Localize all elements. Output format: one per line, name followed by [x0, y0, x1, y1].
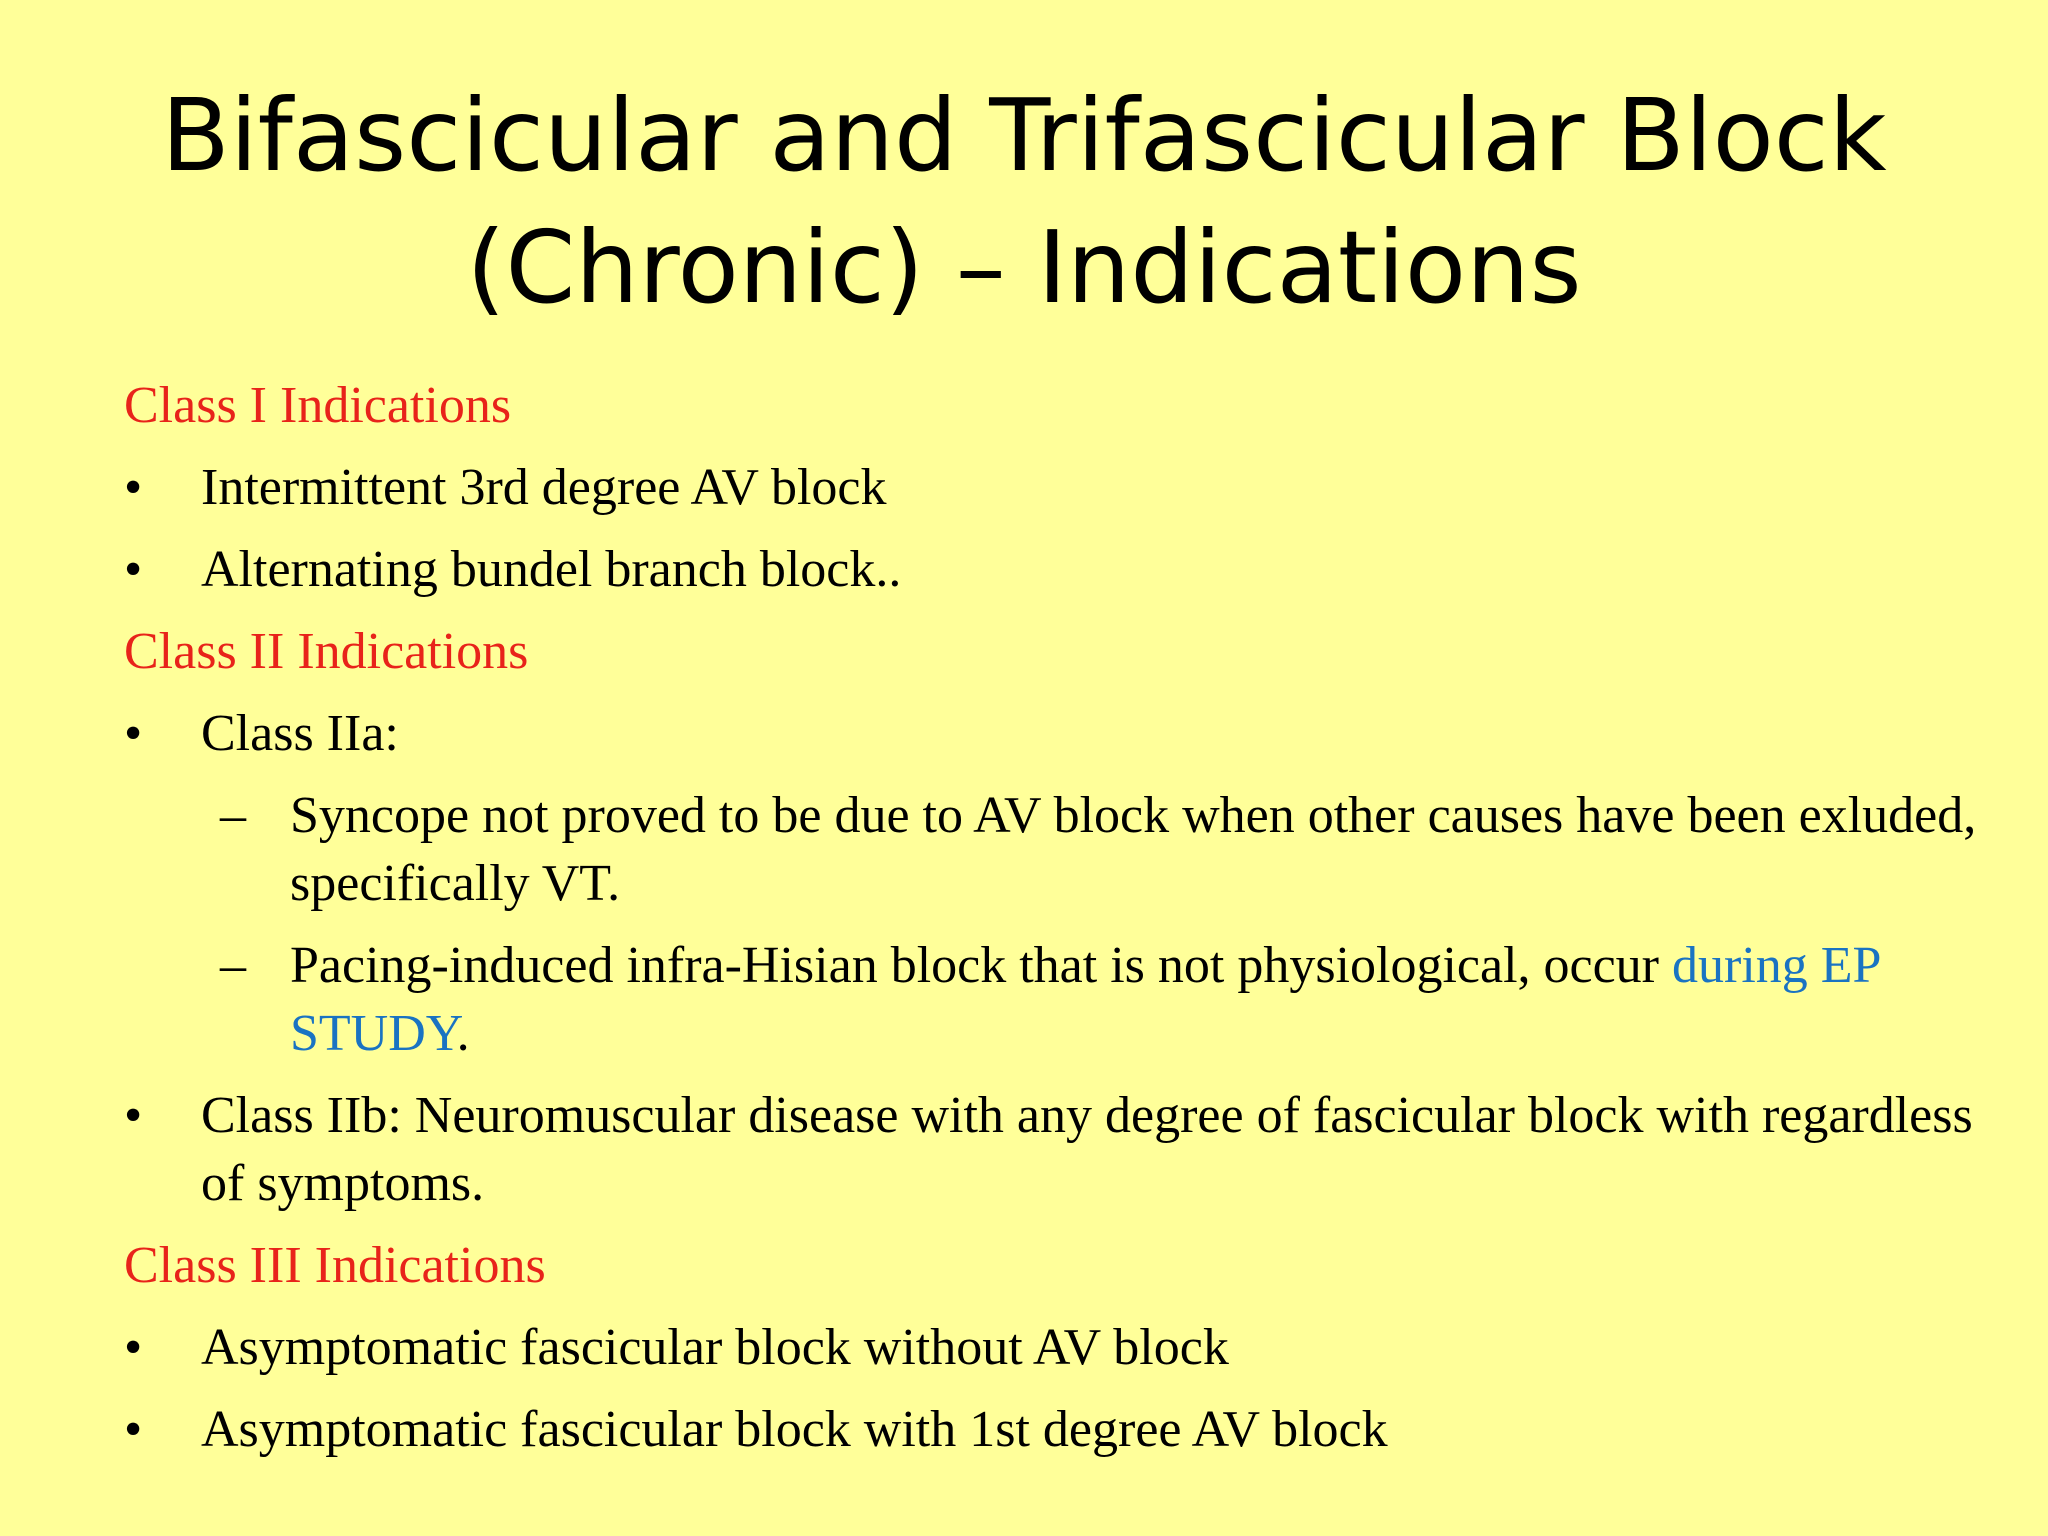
sub-list-item	[124, 932, 1984, 1068]
list-item	[124, 1314, 1984, 1382]
class-3-heading: Class III Indications	[124, 1237, 546, 1294]
sub-list-item	[124, 782, 1984, 918]
slide-title	[0, 70, 2048, 334]
list-item	[124, 700, 1984, 768]
bullet-marker: •	[124, 459, 143, 516]
list-item	[124, 1082, 1984, 1218]
bullet-marker: •	[124, 1319, 143, 1376]
bullet-marker: •	[124, 705, 143, 762]
ep-study-highlight: during EP STUDY	[290, 937, 1880, 1062]
dash-marker: –	[220, 787, 246, 844]
list-item-text: Alternating bundel branch block..	[201, 541, 902, 598]
class-iib-text: Class IIb: Neuromuscular disease with any degree of fascicular block with regardless of symptoms.	[201, 1087, 1973, 1212]
list-item-text: Intermittent 3rd degree AV block	[201, 459, 887, 516]
sub-list-item-text: Syncope not proved to be due to AV block when other causes have been exluded, specifically VT.	[290, 787, 1977, 912]
class-iia-label: Class IIa:	[201, 705, 399, 762]
sub-list-item-end: .	[456, 1005, 470, 1062]
class-1-heading: Class I Indications	[124, 377, 512, 434]
title-line-1: Bifascicular and Trifascicular Block	[161, 77, 1887, 194]
list-item-text: Asymptomatic fascicular block with 1st degree AV block	[201, 1401, 1388, 1458]
bullet-marker: •	[124, 541, 143, 598]
title-line-2: (Chronic) – Indications	[466, 209, 1582, 326]
slide-body	[124, 372, 1984, 1478]
class-2-heading: Class II Indications	[124, 623, 529, 680]
list-item	[124, 536, 1984, 604]
bullet-marker: •	[124, 1401, 143, 1458]
bullet-marker: •	[124, 1087, 143, 1144]
list-item	[124, 454, 1984, 522]
sub-list-item-text: Pacing-induced infra-Hisian block that is not physiological, occur	[290, 937, 1659, 994]
list-item	[124, 1396, 1984, 1464]
list-item-text: Asymptomatic fascicular block without AV block	[201, 1319, 1229, 1376]
dash-marker: –	[220, 937, 246, 994]
